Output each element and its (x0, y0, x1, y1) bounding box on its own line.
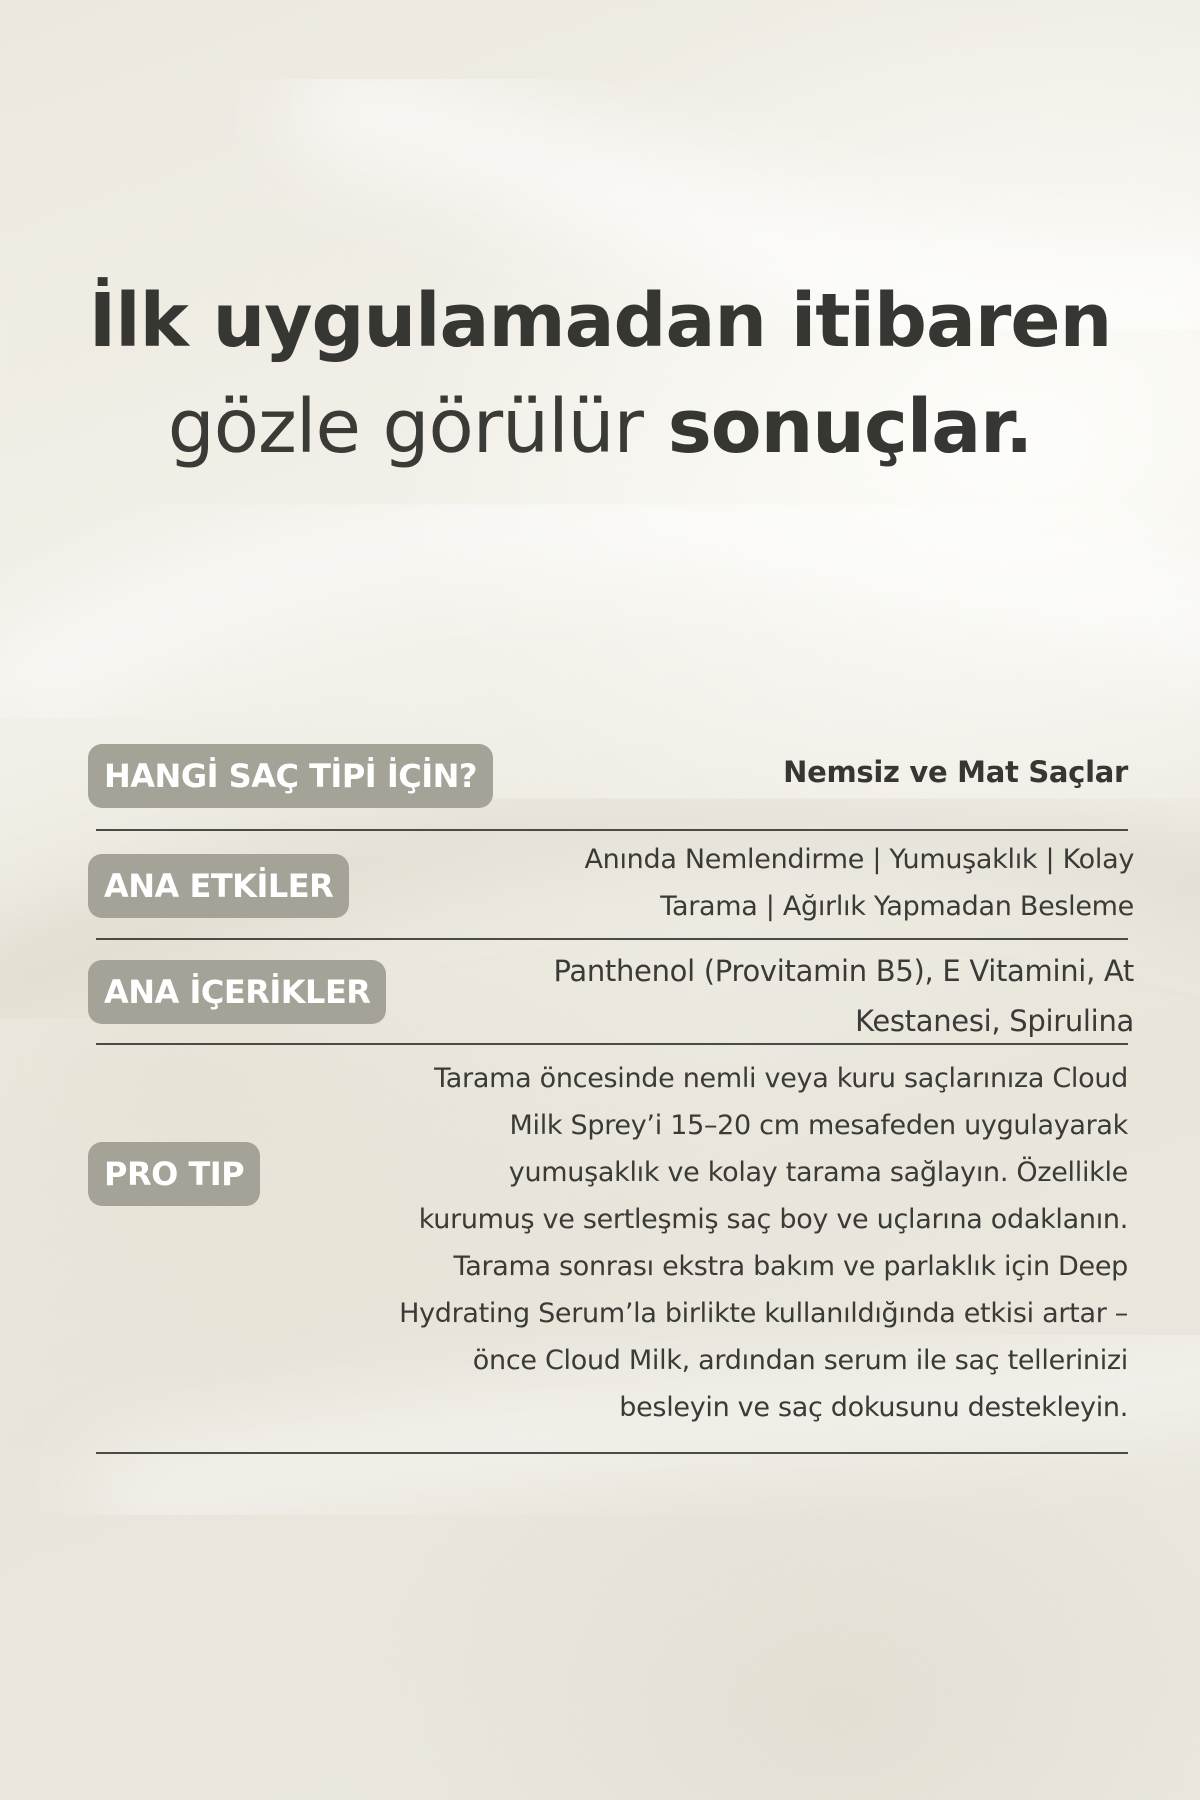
value-main-ingredients: Panthenol (Provitamin B5), E Vitamini, At Kestanesi, Spirulina (553, 954, 1134, 1038)
row-divider (96, 1452, 1128, 1454)
headline-line-1: İlk uygulamadan itibaren (88, 278, 1112, 364)
value-pro-tip: Tarama öncesinde nemli veya kuru saçlarınıza Cloud Milk Sprey’i 15–20 cm mesafeden uygulayarak yumuşaklık ve kolay tarama sağlayın. Özellikle kurumuş ve sertleşmiş saç boy ve uçlarına odaklanın. Tarama sonrası ekstra bakım ve parlaklık için Deep Hydrating Serum’la birlikte kullanıldığında etkisi artar – önce Cloud Milk, ardından serum ile saç tellerinizi besleyin ve saç dokusunu destekleyin. (399, 1063, 1128, 1423)
value-main-effects: Anında Nemlendirme | Yumuşaklık | Kolay Tarama | Ağırlık Yapmadan Besleme (584, 844, 1134, 922)
headline-line-2-regular: gözle görülür (167, 384, 643, 470)
label-badge-hair-type: HANGİ SAÇ TİPİ İÇİN? (88, 744, 493, 808)
row-divider (96, 829, 1128, 831)
label-badge-main-ingredients: ANA İÇERİKLER (88, 960, 386, 1024)
label-badge-pro-tip: PRO TIP (88, 1142, 260, 1206)
value-hair-type: Nemsiz ve Mat Saçlar (783, 755, 1128, 789)
row-divider (96, 938, 1128, 940)
label-badge-main-effects: ANA ETKİLER (88, 854, 349, 918)
headline-line-2-bold: sonuçlar. (667, 384, 1033, 470)
row-divider (96, 1043, 1128, 1045)
